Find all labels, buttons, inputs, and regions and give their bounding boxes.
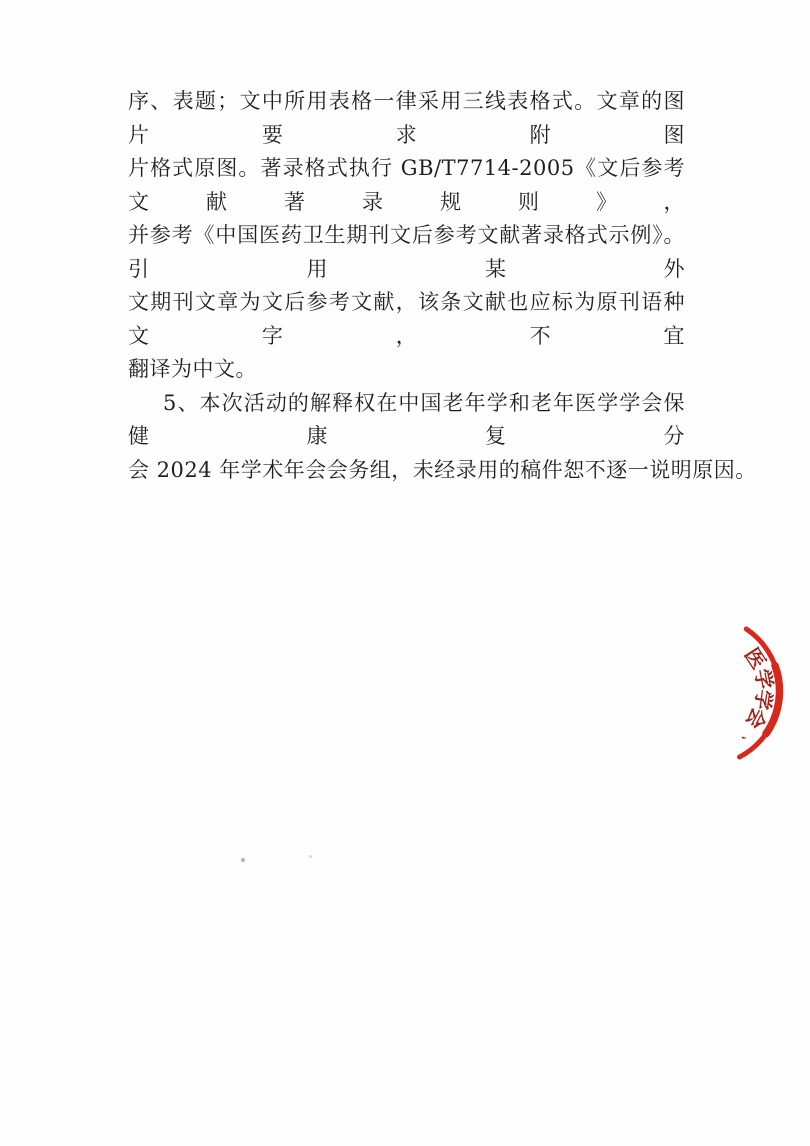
- text-line-4: 文期刊文章为文后参考文献，该条文献也应标为原刊语种文字，不宜: [128, 290, 685, 348]
- text-line-2: 片格式原图。著录格式执行 GB/T7714-2005《文后参考文献著录规则》，: [128, 156, 685, 214]
- seal-character-1: 医: [739, 643, 771, 674]
- text-line-5: 翻译为中文。: [128, 357, 257, 381]
- text-line-7: 会 2024 年学术年会会务组，未经录用的稿件恕不逐一说明原因。: [128, 457, 757, 482]
- seal-character-3: 学: [750, 688, 777, 712]
- text-line-1: 序、表题；文中所用表格一律采用三线表格式。文章的图片要求附图: [128, 89, 685, 147]
- text-line-6: 5、本次活动的解释权在中国老年学和老年医学学会保健康复分: [128, 390, 685, 448]
- seal-character-4: 会: [740, 703, 772, 733]
- scan-speck: [309, 855, 312, 858]
- body-text: [128, 85, 757, 487]
- red-seal-stamp: [715, 612, 787, 772]
- text-line-3: 并参考《中国医药卫生期刊文后参考文献著录格式示例》。引用某外: [128, 223, 685, 281]
- scan-speck: [241, 858, 245, 862]
- seal-separator-dot: 、: [733, 733, 752, 752]
- seal-character-2: 学: [750, 666, 778, 692]
